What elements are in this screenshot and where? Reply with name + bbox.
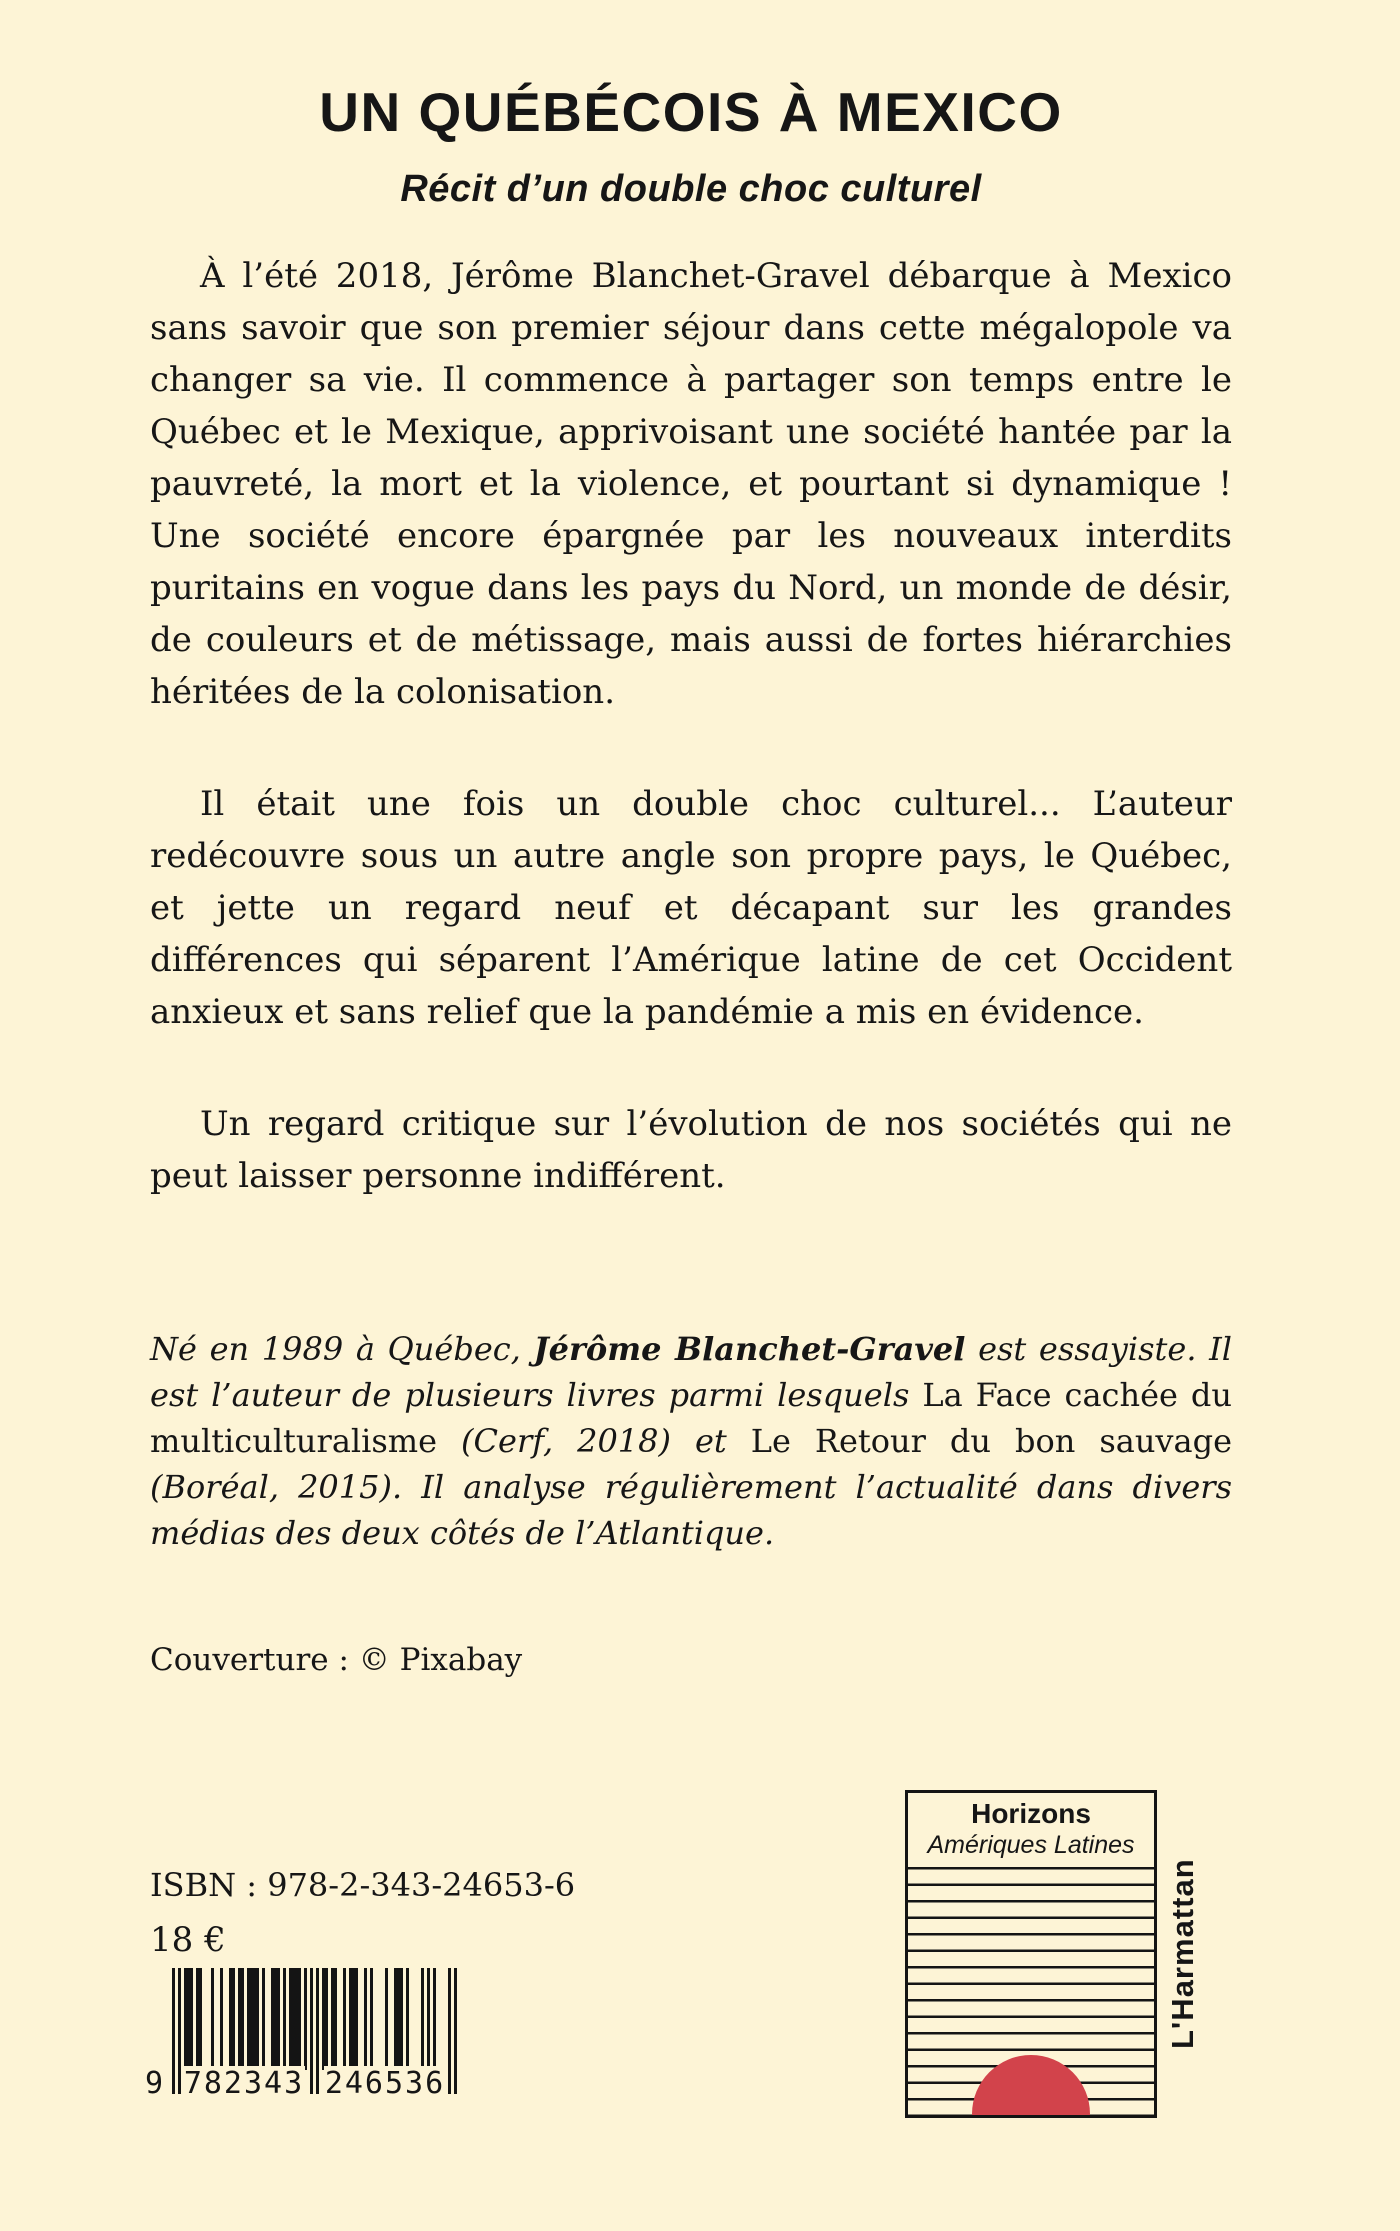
bio-segment: est essayiste. Il est l’auteur de plusieurs livres parmi lesquels	[150, 1330, 1233, 1414]
collection-header	[908, 1793, 1154, 1860]
bio-segment: (Cerf, 2018) et	[437, 1422, 751, 1460]
publisher-logo	[905, 1790, 1201, 2118]
barcode-digits-right: 246536	[324, 2066, 446, 2101]
barcode-digit-first: 9	[145, 2066, 164, 2101]
barcode-digits	[145, 2066, 457, 2104]
bio-segment: La Face cachée du multiculturalisme	[150, 1376, 1233, 1460]
collection-subname: Amériques Latines	[927, 1831, 1135, 1859]
book-title: UN QUÉBÉCOIS À MEXICO	[319, 81, 1063, 143]
isbn-line: ISBN : 978-2-343-24653-6	[150, 1866, 576, 1904]
author-bio	[150, 1326, 1232, 1556]
synopsis	[150, 250, 1232, 1262]
collection-name: Horizons	[971, 1798, 1091, 1829]
bio-segment: Né en 1989 à Québec,	[150, 1330, 534, 1368]
publisher-name-vertical: L'Harmattan	[1165, 1858, 1200, 2050]
cover-credit: Couverture : © Pixabay	[150, 1642, 523, 1678]
bio-segment: (Boréal, 2015). Il analyse régulièrement l’actualité dans divers médias des deux côtés de l’Atlantique.	[150, 1468, 1232, 1552]
synopsis-paragraph: À l’été 2018, Jérôme Blanchet-Gravel débarque à Mexico sans savoir que son premier séjour dans cette mégalopole va changer sa vie. Il commence à partager son temps entre le Québec et le Mexique, apprivoisant une société hantée par la pauvreté, la mort et la violence, et pourtant si dynamique ! Une société encore épargnée par les nouveaux interdits puritains en vogue dans les pays du Nord, un monde de désir, de couleurs et de métissage, mais aussi de fortes hiérarchies héritées de la colonisation.	[150, 256, 1232, 712]
bio-segment: Le Retour du bon sauvage	[750, 1422, 1232, 1460]
ean13-barcode	[145, 1968, 457, 2134]
collection-logo-box	[905, 1790, 1157, 2118]
bio-segment: Jérôme Blanchet-Gravel	[533, 1330, 966, 1368]
synopsis-paragraph: Un regard critique sur l’évolution de nos sociétés qui ne peut laisser personne indifférent.	[150, 1104, 1232, 1196]
price: 18 €	[150, 1920, 226, 1960]
barcode-digits-left: 782343	[183, 2066, 305, 2101]
book-subtitle: Récit d’un double choc culturel	[400, 168, 982, 210]
synopsis-paragraph: Il était une fois un double choc culturel... L’auteur redécouvre sous un autre angle son propre pays, le Québec, et jette un regard neuf et décapant sur les grandes différences qui séparent l’Amérique latine de cet Occident anxieux et sans relief que la pandémie a mis en évidence.	[150, 784, 1232, 1032]
